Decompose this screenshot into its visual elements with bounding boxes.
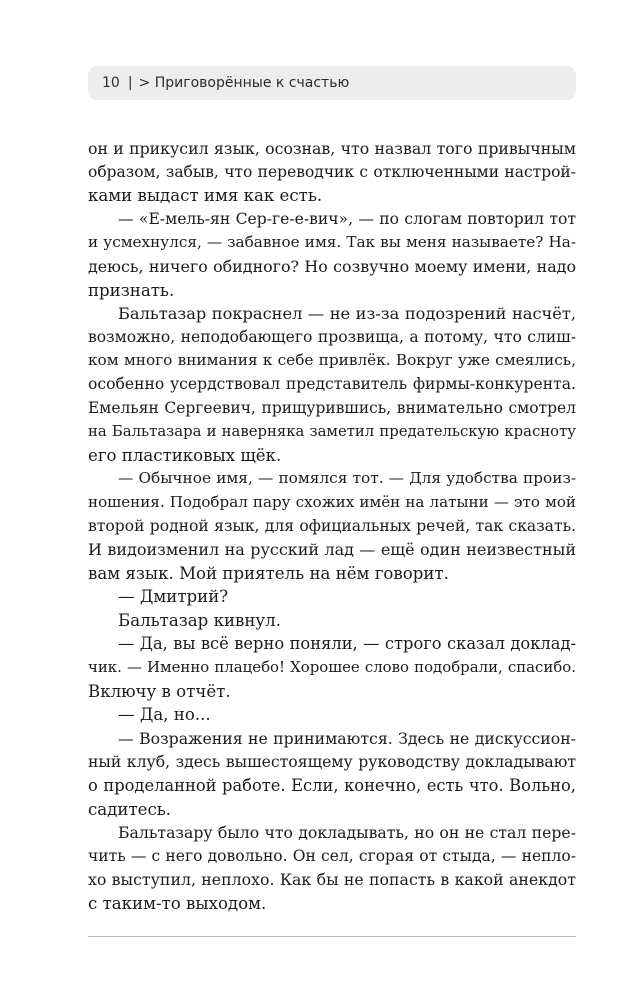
text-line: чить — с него довольно. Он сел, сгорая от стыда, — непло- <box>88 846 576 865</box>
text-line: — Дмитрий? <box>118 587 229 607</box>
text-line: — «Е-мель-ян Сер-ге-е-вич», — по слогам повторил тот <box>118 209 576 228</box>
text-line: образом, забыв, что переводчик с отключенными настрой- <box>88 162 576 181</box>
text-line: Бальтазар кивнул. <box>118 610 281 630</box>
text-line: на Бальтазара и наверняка заметил предательскую красноту <box>88 423 576 441</box>
text-line: признать. <box>88 280 175 300</box>
text-line: Бальтазару было что докладывать, но он не стал пере- <box>118 823 576 843</box>
text-line: о проделанной работе. Если, конечно, есть что. Вольно, <box>88 776 576 796</box>
text-line: его пластиковых щёк. <box>88 445 282 465</box>
text-line: хо выступил, неплохо. Как бы не попасть в какой анекдот <box>88 870 576 890</box>
text-line: — Да, но... <box>118 705 211 725</box>
text-line: — Обычное имя, — помялся тот. — Для удобства произ- <box>118 469 576 488</box>
text-line: — Возражения не принимаются. Здесь не дискуссион- <box>118 728 576 748</box>
text-line: возможно, неподобающего прозвища, а потому, что слиш- <box>88 327 576 346</box>
running-header <box>88 66 576 100</box>
text-line: Бальтазар покраснел — не из-за подозрений насчёт, <box>118 304 576 324</box>
text-line: особенно усердствовал представитель фирмы-конкурента. <box>88 374 576 393</box>
text-line: Включу в отчёт. <box>88 681 231 701</box>
footer-rule <box>88 936 576 937</box>
text-line: с таким-то выходом. <box>88 894 267 913</box>
text-line: садитесь. <box>88 799 172 819</box>
text-line: ком много внимания к себе привлёк. Вокруг уже смеялись, <box>88 351 576 370</box>
text-line: второй родной язык, для официальных речей, так сказать. <box>88 516 576 535</box>
text-line: чик. — Именно плацебо! Хорошее слово подобрали, спасибо. <box>88 658 576 677</box>
text-line: ношения. Подобрал пару схожих имён на латыни — это мой <box>88 492 576 511</box>
text-line: ками выдаст имя как есть. <box>88 186 323 206</box>
text-line: И видоизменил на русский лад — ещё один неизвестный <box>88 540 576 560</box>
text-line: деюсь, ничего обидного? Но созвучно моему имени, надо <box>88 256 576 276</box>
text-line: и усмехнулся, — забавное имя. Так вы меня называете? На- <box>88 233 576 252</box>
page-number: 10 <box>102 75 120 91</box>
text-line: он и прикусил язык, осознав, что назвал того привычным <box>88 139 576 158</box>
text-line: Емельян Сергеевич, прищурившись, внимательно смотрел <box>88 398 576 417</box>
chapter-title: > Приговорённые к счастью <box>138 75 350 91</box>
body-text <box>88 137 576 916</box>
text-line: — Да, вы всё верно поняли, — строго сказал доклад- <box>118 634 576 654</box>
text-line: ный клуб, здесь вышестоящему руководству докладывают <box>88 752 576 772</box>
text-line: вам язык. Мой приятель на нём говорит. <box>88 563 449 583</box>
header-divider: | <box>127 75 133 91</box>
